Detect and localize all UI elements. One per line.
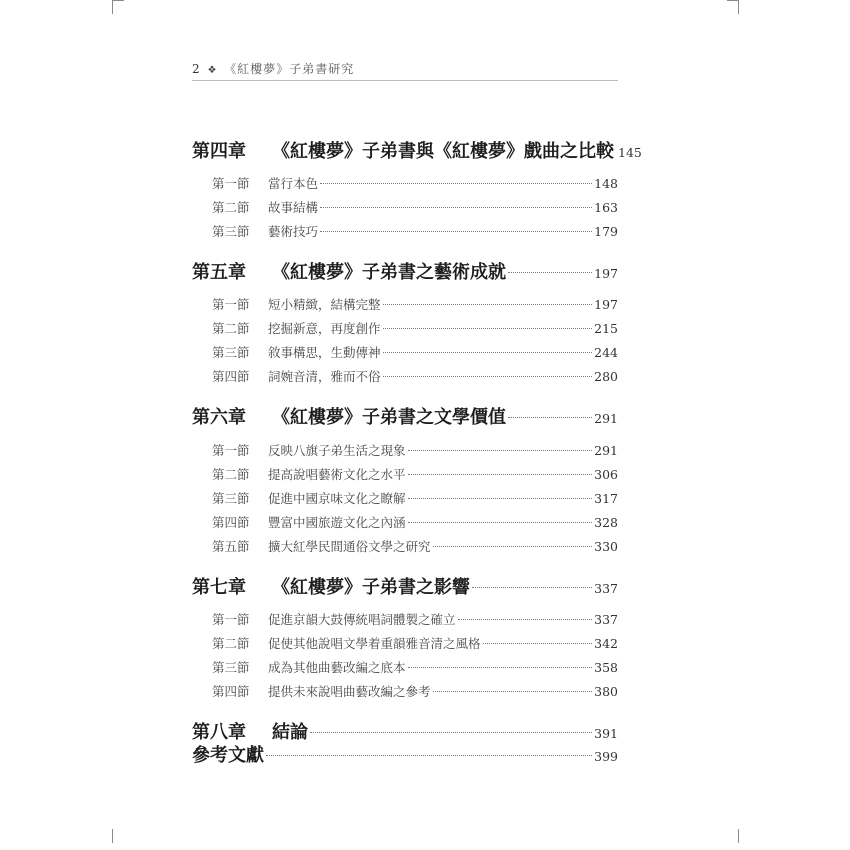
dot-leader [310, 732, 592, 733]
toc-section[interactable] [212, 658, 618, 676]
page-ref: 380 [594, 684, 618, 699]
page-ref: 215 [594, 321, 618, 336]
toc-references[interactable] [192, 741, 618, 765]
toc-section[interactable] [212, 295, 618, 313]
section-label: 第三節 [212, 491, 250, 506]
dot-leader [320, 183, 592, 184]
chapter-title: 《紅樓夢》子弟書與《紅樓夢》戲曲之比較 [272, 141, 614, 162]
toc-section[interactable] [212, 319, 618, 337]
toc-section[interactable] [212, 537, 618, 555]
section-title: 反映八旗子弟生活之現象 [268, 443, 406, 458]
crop-mark-top-left-v [112, 0, 113, 14]
crop-mark-top-left-h [112, 0, 124, 1]
toc-section[interactable] [212, 343, 618, 361]
dot-leader [383, 328, 593, 329]
dot-leader [320, 207, 592, 208]
dot-leader [383, 352, 593, 353]
dot-leader [483, 643, 593, 644]
section-label: 第四節 [212, 515, 250, 530]
section-label: 第三節 [212, 660, 250, 675]
chapter-label: 第六章 [192, 407, 246, 428]
page-ref: 337 [594, 581, 618, 596]
dot-leader [383, 376, 593, 377]
section-label: 第五節 [212, 539, 250, 554]
dot-leader [472, 587, 592, 588]
toc-section[interactable] [212, 610, 618, 628]
section-title: 當行本色 [268, 176, 319, 191]
crop-mark-bottom-left [112, 829, 113, 843]
toc-section[interactable] [212, 441, 618, 459]
dot-leader [458, 619, 593, 620]
toc-section[interactable] [212, 513, 618, 531]
dot-leader [408, 474, 593, 475]
page-ref: 391 [594, 726, 618, 741]
toc-section[interactable] [212, 174, 618, 192]
section-title: 成為其他曲藝改編之底本 [268, 660, 406, 675]
page-ref: 244 [594, 345, 618, 360]
dot-leader [320, 231, 592, 232]
page-ref: 306 [594, 467, 618, 482]
toc-section[interactable] [212, 198, 618, 216]
toc-chapter-8[interactable] [192, 718, 618, 742]
section-title: 提高說唱藝術文化之水平 [268, 467, 406, 482]
section-title: 挖掘新意，再度創作 [268, 321, 381, 336]
page-ref: 328 [594, 515, 618, 530]
section-label: 第四節 [212, 369, 250, 384]
crop-mark-top-right-h [727, 0, 739, 1]
section-label: 第二節 [212, 467, 250, 482]
page-number: 2 [192, 62, 201, 76]
toc-section[interactable] [212, 489, 618, 507]
dot-leader [408, 498, 593, 499]
dot-leader [433, 691, 593, 692]
chapter-label: 第八章 [192, 722, 246, 743]
section-label: 第三節 [212, 224, 250, 239]
toc-chapter-4[interactable] [192, 137, 642, 162]
section-label: 第一節 [212, 176, 250, 191]
section-title: 豐富中國旅遊文化之內涵 [268, 515, 406, 530]
page-ref: 358 [594, 660, 618, 675]
toc-section[interactable] [212, 367, 618, 385]
toc-section[interactable] [212, 682, 618, 700]
section-label: 第三節 [212, 345, 250, 360]
section-title: 提供未來說唱曲藝改編之參考 [268, 684, 431, 699]
chapter-title: 《紅樓夢》子弟書之影響 [272, 577, 470, 598]
page-ref: 291 [594, 443, 618, 458]
crop-mark-top-right-v [738, 0, 739, 14]
dot-leader [383, 304, 593, 305]
page-ref: 179 [594, 224, 618, 239]
page-ref: 148 [594, 176, 618, 191]
chapter-label: 第四章 [192, 141, 246, 162]
page-ref: 163 [594, 200, 618, 215]
references-title: 參考文獻 [192, 745, 264, 766]
section-label: 第二節 [212, 321, 250, 336]
book-title: 《紅樓夢》子弟書研究 [224, 62, 355, 76]
running-header [192, 62, 618, 81]
dot-leader [508, 272, 592, 273]
section-title: 促進京韻大鼓傳統唱詞體製之確立 [268, 612, 456, 627]
chapter-title: 《紅樓夢》子弟書之文學價值 [272, 407, 506, 428]
dot-leader [433, 546, 593, 547]
chapter-title: 《紅樓夢》子弟書之藝術成就 [272, 262, 506, 283]
section-label: 第一節 [212, 443, 250, 458]
section-title: 短小精緻，結構完整 [268, 297, 381, 312]
dot-leader [266, 755, 592, 756]
section-title: 藝術技巧 [268, 224, 319, 239]
section-label: 第二節 [212, 636, 250, 651]
page-ref: 145 [618, 145, 642, 160]
page-ref: 280 [594, 369, 618, 384]
toc-chapter-7[interactable] [192, 573, 618, 597]
section-label: 第一節 [212, 612, 250, 627]
section-title: 詞婉音清，雅而不俗 [268, 369, 381, 384]
dot-leader [408, 522, 593, 523]
dot-leader [408, 667, 593, 668]
toc-section[interactable] [212, 634, 618, 652]
dot-leader [408, 450, 593, 451]
page-ref: 330 [594, 539, 618, 554]
section-title: 故事結構 [268, 200, 319, 215]
toc-section[interactable] [212, 465, 618, 483]
toc-section[interactable] [212, 222, 618, 240]
section-label: 第一節 [212, 297, 250, 312]
chapter-label: 第五章 [192, 262, 246, 283]
section-label: 第四節 [212, 684, 250, 699]
page-ref: 197 [594, 266, 618, 281]
ornament-icon: ❖ [207, 65, 218, 76]
section-title: 擴大紅學民間通俗文學之研究 [268, 539, 431, 554]
section-title: 促使其他說唱文學着重韻雅音清之風格 [268, 636, 481, 651]
toc-chapter-5[interactable] [192, 258, 618, 282]
page-ref: 291 [594, 411, 618, 426]
page-ref: 197 [594, 297, 618, 312]
page-ref: 342 [594, 636, 618, 651]
page-ref: 337 [594, 612, 618, 627]
dot-leader [508, 417, 592, 418]
section-title: 促進中國京味文化之瞭解 [268, 491, 406, 506]
page-ref: 317 [594, 491, 618, 506]
chapter-label: 第七章 [192, 577, 246, 598]
chapter-title: 結論 [272, 722, 308, 743]
toc-chapter-6[interactable] [192, 403, 618, 427]
page-ref: 399 [594, 749, 618, 764]
section-title: 敘事構思，生動傳神 [268, 345, 381, 360]
crop-mark-bottom-right [738, 829, 739, 843]
section-label: 第二節 [212, 200, 250, 215]
